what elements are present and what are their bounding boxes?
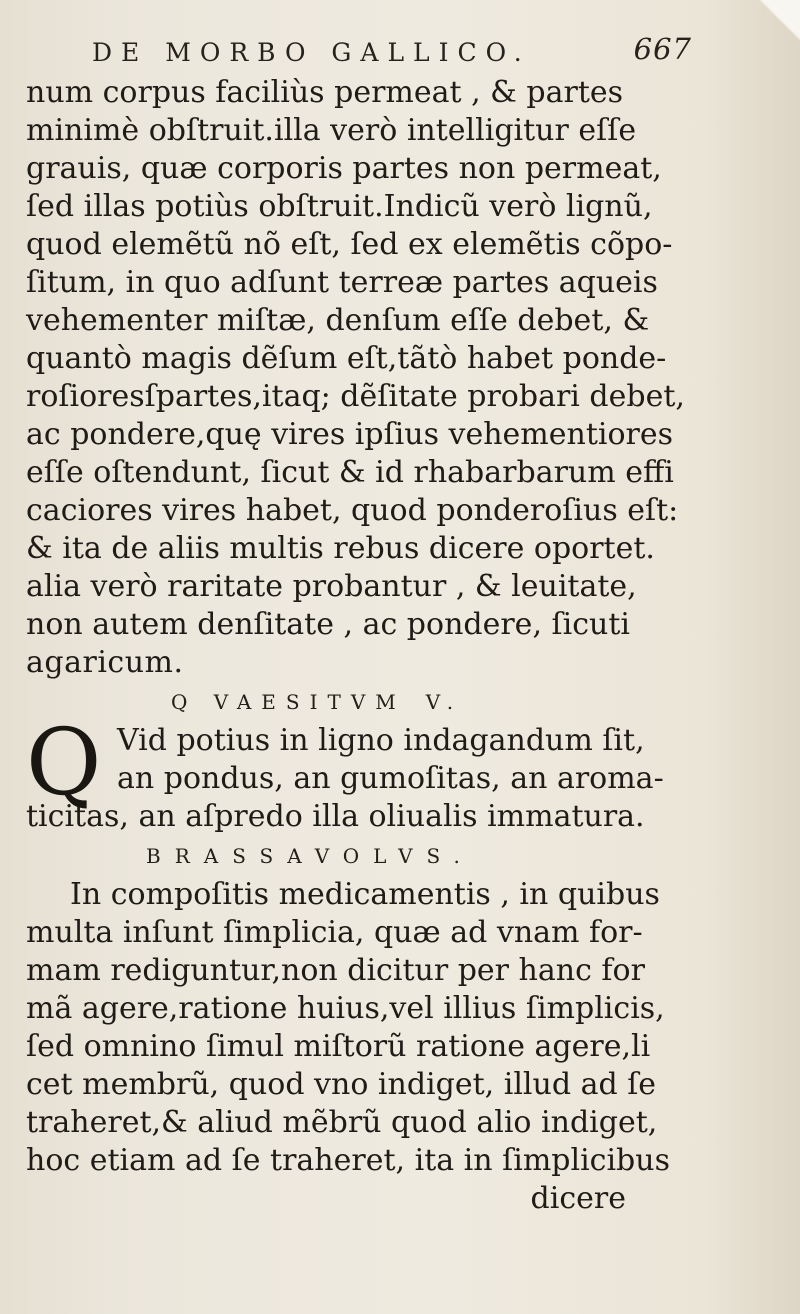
text-line: ac pondere,quę vires ipſius vehementiores xyxy=(26,417,674,452)
text-line: mam rediguntur,non dicitur per hanc for xyxy=(26,953,645,988)
text-line: roſioresſpartes,itaq; dẽſitate probari debet, xyxy=(26,379,685,414)
text-line: ticitas, an aſpredo illa oliualis immatura. xyxy=(26,799,645,834)
text-line: ſed omnino ſimul miſtorũ ratione agere,li xyxy=(26,1029,651,1064)
text-line: num corpus faciliùs permeat , & partes xyxy=(26,75,624,110)
text-line: cet membrũ, quod vno indiget, illud ad ſe xyxy=(26,1067,657,1102)
text-line: multa inſunt ſimplicia, quæ ad vnam for- xyxy=(26,915,643,950)
text-line: quod elemẽtũ nõ eſt, ſed ex elemẽtis cõpo- xyxy=(26,227,673,262)
text-block xyxy=(26,74,685,1218)
text-line: ſed illas potiùs obſtruit.Indicũ verò lignũ, xyxy=(26,189,653,224)
text-line: & ita de aliis multis rebus dicere oportet. xyxy=(26,531,655,566)
text-line: traheret,& aliud mẽbrũ quod alio indiget, xyxy=(26,1105,658,1140)
text-line: caciores vires habet, quod ponderoſius eſt: xyxy=(26,493,679,528)
text-line: minimè obſtruit.illa verò intelligitur eſſe xyxy=(26,113,637,148)
question-heading-label: Q VAESITVM xyxy=(171,690,406,714)
text-line: grauis, quæ corporis partes non permeat, xyxy=(26,151,662,186)
text-line: ſitum, in quo adſunt terreæ partes aqueis xyxy=(26,265,658,300)
text-line: hoc etiam ad ſe traheret, ita in ſimplicibus xyxy=(26,1143,670,1178)
text-line: mã agere,ratione huius,vel illius ſimplicis, xyxy=(26,991,665,1026)
author-heading: BRASSAVOLVS. xyxy=(146,844,474,868)
text-line: non autem denſitate , ac pondere, ſicuti xyxy=(26,607,630,642)
running-head xyxy=(92,30,692,70)
question-number: V. xyxy=(425,690,464,714)
running-title: DE MORBO GALLICO. xyxy=(92,38,531,67)
text-line: agaricum. xyxy=(26,645,184,680)
text-line: quantò magis dẽſum eſt,tãtò habet ponde- xyxy=(26,341,667,376)
text-line: alia verò raritate probantur , & leuitate, xyxy=(26,569,637,604)
question-paragraph xyxy=(26,709,664,836)
text-line: Vid potius in ligno indagandum ſit, xyxy=(117,723,645,758)
text-line: In compoſitis medicamentis , in quibus xyxy=(70,877,660,912)
text-line: an pondus, an gumoſitas, an aroma- xyxy=(117,761,664,796)
folio-number: 667 xyxy=(633,32,692,66)
text-line: eſſe oſtendunt, ſicut & id rhabarbarum effi xyxy=(26,455,674,490)
text-line: vehementer miſtæ, denſum eſſe debet, & xyxy=(26,303,650,338)
catchword: dicere xyxy=(530,1181,626,1216)
drop-cap-initial: Q xyxy=(26,709,102,816)
question-heading xyxy=(26,682,626,722)
